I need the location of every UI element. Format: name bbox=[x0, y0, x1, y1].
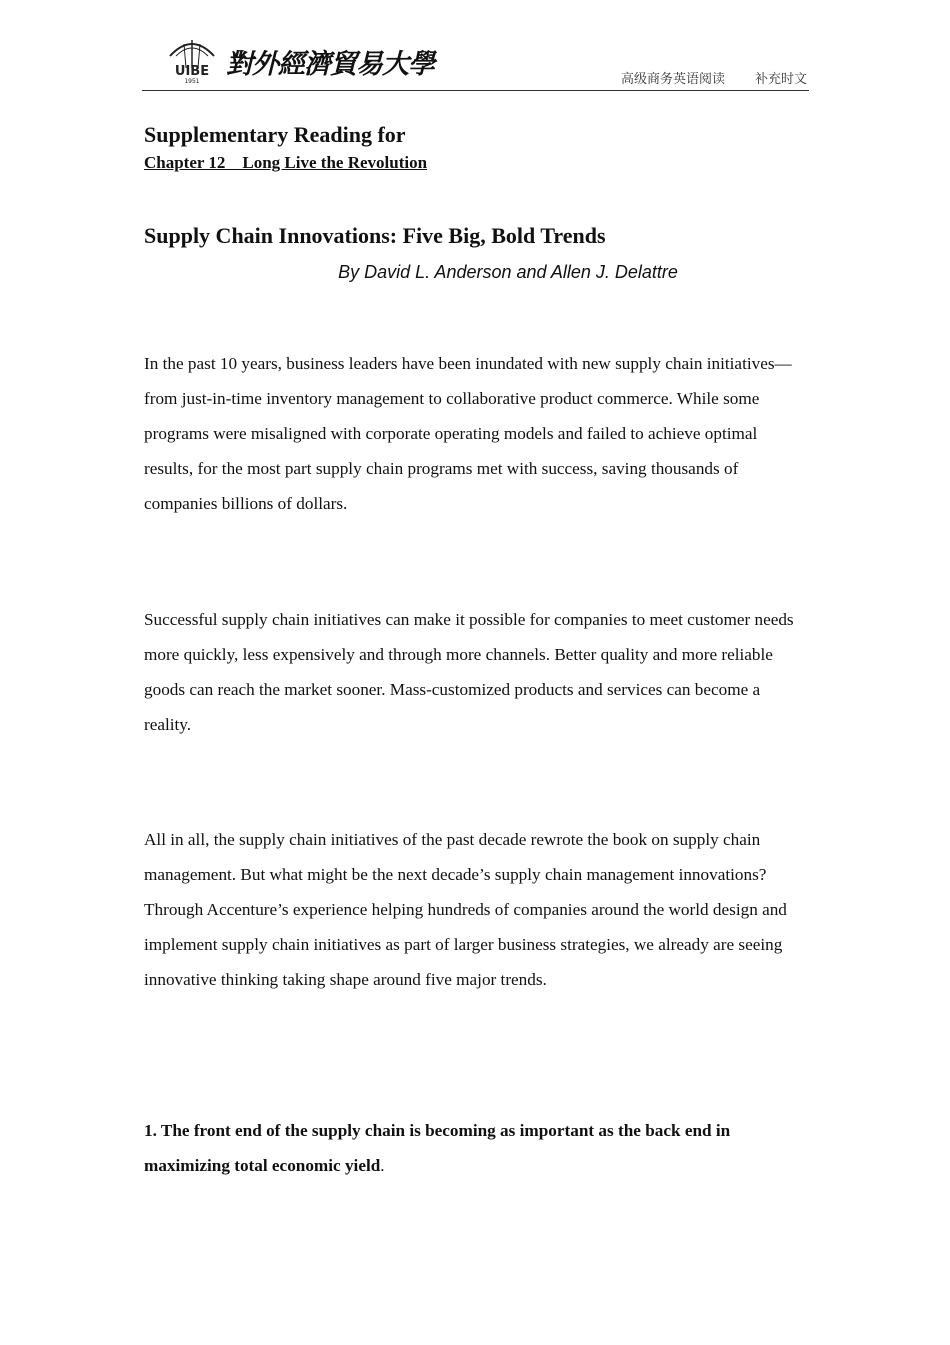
paragraph-2: Successful supply chain initiatives can make it possible for companies to meet customer needs more quickly, less expensively and through more channels. Better quality and more reliable goods can reach the market sooner. Mass-customized products and services can become a reality. bbox=[144, 610, 794, 734]
section-name: 补充时文 bbox=[754, 72, 807, 87]
trend-1-heading bbox=[144, 1113, 810, 1183]
paragraph-1: In the past 10 years, business leaders have been inundated with new supply chain initiatives—from just-in-time inventory management to collaborative product commerce. While some programs were misaligned with corporate operating models and failed to achieve optimal results, for the most part supply chain programs met with success, saving thousands of companies billions of dollars. bbox=[144, 354, 792, 513]
trend-1-heading-text: 1. The front end of the supply chain is becoming as important as the back end in maximizing total economic yield bbox=[144, 1121, 731, 1175]
trend-1-heading-period: . bbox=[380, 1156, 385, 1175]
article-title: Supply Chain Innovations: Five Big, Bold Trends bbox=[144, 223, 606, 248]
university-name: 對外經濟貿易大學 bbox=[226, 49, 434, 80]
paragraph-3: All in all, the supply chain initiatives of the past decade rewrote the book on supply chain management. But what might be the next decade’s supply chain management innovations? Through Accenture’s experience helping hundreds of companies around the world design and implement supply chain initiatives as part of larger business strategies, we already are seeing innovative thinking taking shape around five major trends. bbox=[144, 830, 787, 989]
article-byline: By David L. Anderson and Allen J. Delattre bbox=[338, 262, 678, 282]
university-logo-icon bbox=[162, 34, 222, 84]
supplementary-title: Supplementary Reading for bbox=[144, 122, 406, 147]
logo-text: UIBE bbox=[174, 64, 210, 79]
header-course-info bbox=[621, 68, 807, 87]
chapter-heading: Chapter 12 Long Live the Revolution bbox=[144, 153, 428, 172]
logo-year: 1951 bbox=[184, 78, 200, 84]
course-name: 高级商务英语阅读 bbox=[620, 72, 725, 87]
page-header bbox=[142, 30, 809, 91]
